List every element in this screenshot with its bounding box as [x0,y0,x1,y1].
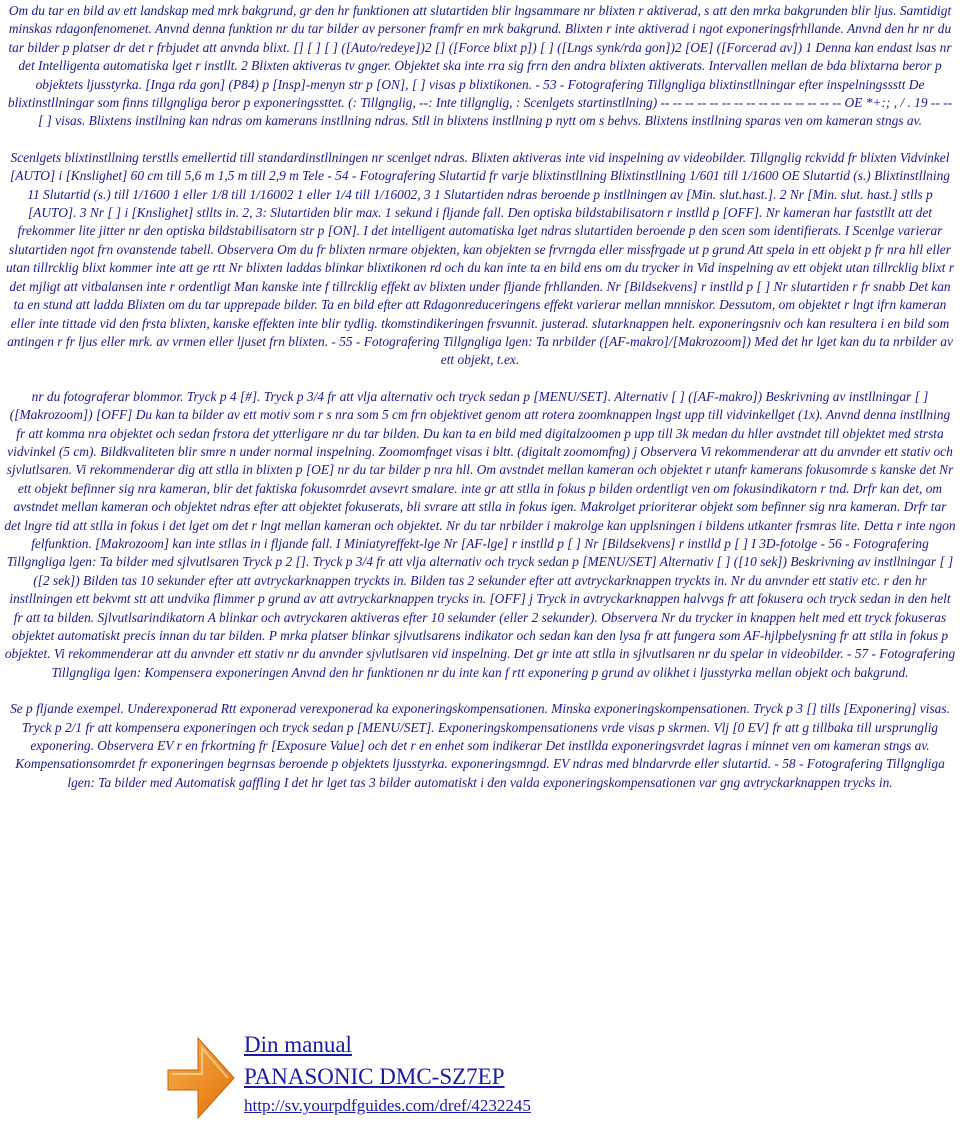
text-block-2: Scenlgets blixtinstllning terstlls emellertid till standardinstllningen nr scenlget ndras. Blixten aktiveras inte vid inspelning av videobilder. Tillgnglig rckvidd fr blixten Vidvinkel [AUTO] i [Knslighet] 60 cm till 5,6 m 1,5 m till 2,9 m Tele - 54 - Fotografering Slutartid fr varje blixtinstllning Blixtinstllning 1/601 till 1/1600 OE Slutartid (s.) Blixtinstllning 11 Slutartid (s.) till 1/1600 1 eller 1/8 till 1/16002 1 eller 1/4 till 1/16002, 3 1 Slutartiden ndras beroende p instllningen av [Min. slut.hast.]. 2 Nr [Min. slut. hast.] stlls p [AUTO]. 3 Nr [ ] i [Knslighet] stllts in. 2, 3: Slutartiden blir max. 1 sekund i fljande fall. Den optiska bildstabilisatorn r instlld p [OFF]. Nr kameran har faststllt att det frekommer lite jitter nr den optiska bildstabilisatorn str p [ON]. I det intelligent automatiska lget ndras slutartiden beroende p den scen som identifierats. I Scenlge varierar slutartiden ngot frn ovanstende tabell. Observera Om du fr blixten nrmare objekten, kan objekten se frvrngda eller missfrgade ut p grund Att spela in ett objekt p fr nra hll eller utan tillrcklig blixt kommer inte att ge rtt Nr blixten laddas blinkar blixtikonen rd och du kan inte ta en bild ens om du trycker in Vid inspelning av ett objekt utan tillrcklig blixt r det mjligt att vitbalansen inte r ordentligt Man kanske inte f tillrcklig effekt av blixten under fljande frhllanden. Nr [Bildsekvens] r instlld p [ ] Nr slutartiden r fr snabb Det kan ta en stund att ladda Blixten om du tar upprepade bilder. Ta en bild efter att Rdagonreduceringens effekt varierar mellan mnniskor. Dessutom, om objektet r lngt ifrn kameran eller inte tittade vid den frsta blixten, kanske effekten inte blir tydlig. tkomstindikeringen frsvunnit. justerad. slutarknappen helt. exponeringsniv och kan resultera i en bild som antingen r fr ljus eller mrk. av vrmen eller ljuset frn blixten. - 55 - Fotografering Tillgngliga lgen: Ta nrbilder ([AF-makro]/[Makrozoom]) Med det hr lget kan du ta nrbilder av ett objekt, t.ex. [5,149,955,368]
text-block-3: nr du fotograferar blommor. Tryck p 4 [#]. Tryck p 3/4 fr att vlja alternativ och tryck sedan p [MENU/SET]. Alternativ [ ] ([AF-makro]) Beskrivning av instllningar [ ] ([Makrozoom]) [OFF] Du kan ta bilder av ett motiv som r s nra som 5 cm frn objektivet genom att rotera zoomknappen lngst upp till vidvinkellget (1x). Anvnd denna instllning fr att komma nra objektet och sedan frstora det ytterligare nr du tar bilden. Du kan ta en bild med digitalzoomen p upp till 3k medan du hller avstndet till objektet med strsta vidvinkel (5 cm). Bildkvaliteten blir smre n under normal inspelning. Zoomomfnget visas i bltt. (digitalt zoomomfng) j Observera Vi rekommenderar att du anvnder ett stativ och sjvlutlsaren. Vi rekommenderar dig att stlla in blixten p [OE] nr du tar bilder p nra hll. Om avstndet mellan kameran och objektet r utanfr kamerans fokusomrde s kanske det Nr ett objekt befinner sig nra kameran, blir det faktiska fokusomrdet avsevrt smalare. inte gr att stlla in fokus p bilden ordentligt ven om fokusindikatorn r tnd. Drfr kan det, om avstndet mellan kameran och objektet ndras efter att objektet fokuserats, bli svrare att stlla in fokus igen. Makrolget prioriterar objekt som befinner sig nra kameran. Drfr tar det lngre tid att stlla in fokus i det lget om det r lngt mellan kameran och objektet. Nr du tar nrbilder i makrolge kan upplsningen i bildens utkanter frsmras lite. Detta r inte ngon felfunktion. [Makrozoom] kan inte stllas in i fljande fall. I Miniatyreffekt-lge Nr [AF-lge] r instlld p [ ] Nr [Bildsekvens] r instlld p [ ] I 3D-fotolge - 56 - Fotografering Tillgngliga lgen: Ta bilder med sjlvutlsaren Tryck p 2 []. Tryck p 3/4 fr att vlja alternativ och tryck sedan p [MENU/SET] Alternativ [ ] ([10 sek]) Beskrivning av instllningar [ ] ([2 sek]) Bilden tas 10 sekunder efter att avtryckarknappen tryckts in. Bilden tas 2 sekunder efter att avtryckarknappen tryckts in. Nr du anvnder ett stativ etc. r den hr instllningen ett bekvmt stt att undvika flimmer p grund av att avtryckarknappen trycks in. [OFF] j Tryck in avtryckarknappen halvvgs fr att fokusera och tryck sedan in den helt fr att ta bilden. Sjlvutlsarindikatorn A blinkar och avtryckaren aktiveras efter 10 sekunder (eller 2 sekunder). Observera Nr du trycker in knappen helt med ett tryck fokuseras objektet automatiskt precis innan du tar bilden. P mrka platser blinkar sjlvutlsarens indikator och sedan kan den lysa fr att fungera som AF-hjlpbelysning fr att stlla in fokus p objektet. Vi rekommenderar att du anvnder ett stativ nr du anvnder sjvlutlsaren vid inspelning. Det gr inte att stlla in sjlvutlsaren nr du spelar in videobilder. - 57 - Fotografering Tillgngliga lgen: Kompensera exponeringen Anvnd den hr funktionen nr du inte kan f rtt exponering p grund av olikhet i ljusstyrka mellan objekt och bakgrund. [4,388,956,680]
footer-links [244,1030,531,1118]
document-body [4,2,956,792]
orange-arrow-logo-icon [160,1032,238,1126]
text-block-1: Om du tar en bild av ett landskap med mrk bakgrund, gr den hr funktionen att slutartiden blir lngsammare nr blixten r aktiverad, s att den mrka bakgrunden blir ljus. Samtidigt minskas rdagonfenomenet. Anvnd denna funktion nr du tar bilder av personer framfr en mrk bakgrund. Blixten r inte aktiverad i ngot exponeringsfrhllande. Anvnd den hr nr du tar bilder p platser dr det r frbjudet att anvnda blixt. [] [ ] [ ] ([Auto/redeye])2 [] ([Force blixt p]) [ ] ([Lngs synk/rda gon])2 [OE] ([Forcerad av]) 1 Denna kan endast lsas nr det Intelligenta automatiska lget r instllt. 2 Blixten aktiveras tv gnger. Objektet ska inte rra sig frrn den andra blixten aktiverats. Intervallen mellan de bda blixtarna beror p objektets ljusstyrka. [Inga rda gon] (P84) p [Insp]-menyn str p [ON], [ ] visas p blixtikonen. - 53 - Fotografering Tillgngliga blixtinstllningar efter inspelningssstt De blixtinstllningar som finns tillgngliga beror p exponeringssttet. (: Tillgnglig, --: Inte tillgnglig, : Scenlgets startinstllning) -- -- -- -- -- -- -- -- -- -- -- -- -- -- -- OE *+:; , / . 19 -- -- [ ] visas. Blixtens instllning kan ndras om kamerans instllning ndras. Stll in blixtens instllning p nytt om s behvs. Blixtens instllning sparas ven om kameran stngs av. [7,3,953,129]
text-block-4: Se p fljande exempel. Underexponerad Rtt exponerad verexponerad ka exponeringskompensationen. Minska exponeringskompensationen. Tryck p 3 [] tills [Exponering] visas. Tryck p 2/1 fr att kompensera exponeringen och tryck sedan p [MENU/SET]. Exponeringskompensationens vrde visas p skrmen. Vlj [0 EV] fr att g tillbaka till ursprunglig exponering. Observera EV r en frkortning fr [Exposure Value] och det r en enhet som indikerar Det instllda exponeringsvrdet lagras i minnet ven om kameran stngs av. Kompensationsomrdet fr exponeringen begrnsas beroende p objektets ljusstyrka. exponeringsmngd. EV ndras med blndarvrde eller slutartid. - 58 - Fotografering Tillgngliga lgen: Ta bilder med Automatisk gaffling I det hr lget tas 3 bilder automatiskt i den valda exponeringskompensationen var gng avtryckarknappen trycks in. [10,701,950,790]
footer [160,1030,660,1130]
spacer [4,131,956,149]
spacer [4,682,956,700]
url-link[interactable]: http://sv.yourpdfguides.com/dref/4232245 [244,1096,531,1115]
product-link[interactable]: PANASONIC DMC-SZ7EP [244,1064,505,1089]
spacer [4,370,956,388]
din-manual-link[interactable]: Din manual [244,1032,352,1057]
